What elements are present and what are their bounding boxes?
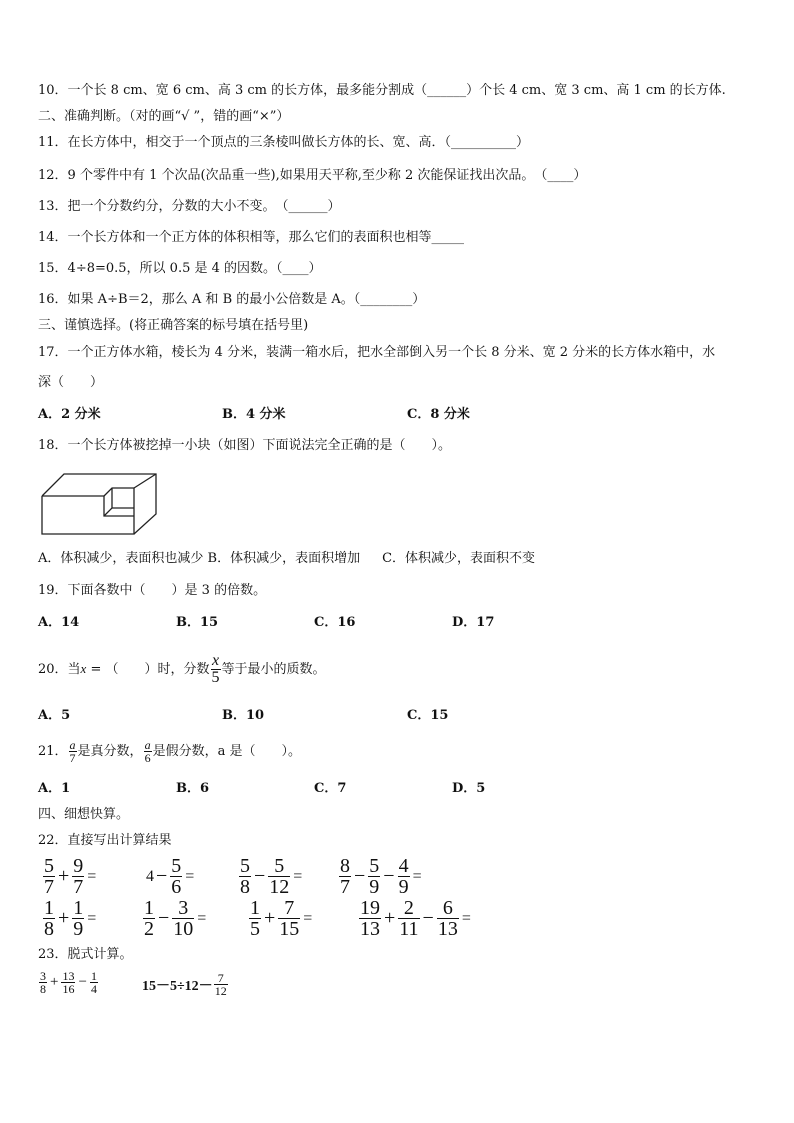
- question-17-line1: 17．一个正方体水箱，棱长为 4 分米，装满一箱水后，把水全部倒入另一个长 8 分米、宽 2 分米的长方体水箱中，水: [38, 345, 716, 360]
- q19-option-d: D．17: [452, 615, 495, 630]
- question-16: 16．如果 A÷B＝2，那么 A 和 B 的最小公倍数是 A。（________）: [38, 292, 426, 307]
- question-11: 11．在长方体中，相交于一个顶点的三条棱叫做长方体的长、宽、高．（__________）: [38, 135, 530, 150]
- question-21: 21． $\frac{a}{7}$ 是真分数， $\frac{a}{6}$ 是假分数，a 是（ ）。: [38, 738, 301, 765]
- fraction-a-over-6: $\frac{a}{6}$: [144, 738, 151, 765]
- question-22: 22．直接写出计算结果: [38, 833, 172, 848]
- q18-option-a: A．体积减少，表面积也减少: [38, 551, 204, 566]
- question-23: 23．脱式计算。: [38, 947, 133, 962]
- q22-expr-8: $\frac{19}{13}$ + $\frac{2}{11}$ − $\frac{6}{13}$ =: [360, 897, 471, 940]
- q18-option-b: B．体积减少，表面积增加: [207, 551, 361, 566]
- question-17-line2: 深（ ）: [38, 375, 104, 390]
- question-15: 15．4÷8=0.5，所以 0.5 是 4 的因数。（____）: [38, 261, 322, 276]
- q18-options: [38, 550, 535, 568]
- q20-option-a: A．5: [38, 708, 71, 723]
- q21-option-b: B．6: [176, 781, 210, 796]
- section-2-heading: 二、准确判断。（对的画“√ ”，错的画“×”）: [38, 109, 290, 124]
- question-20: 20．当x = （ ）时，分数 $\frac{x}{5}$ 等于最小的质数。: [38, 652, 326, 686]
- q23-expr-1: $\frac{3}{8}$ + $\frac{13}{16}$ − $\frac{1}{4}$: [40, 969, 97, 996]
- q19-option-b: B．15: [176, 615, 219, 630]
- q22-expr-1: $\frac{5}{7}$ + $\frac{9}{7}$ =: [44, 855, 97, 898]
- q17-option-b: B．4 分米: [222, 407, 286, 422]
- q21-option-c: C．7: [314, 781, 347, 796]
- q22-expr-7: $\frac{1}{5}$ + $\frac{7}{15}$ =: [250, 897, 313, 940]
- q19-option-c: C．16: [314, 615, 356, 630]
- q22-expr-6: $\frac{1}{2}$ − $\frac{3}{10}$ =: [144, 897, 207, 940]
- q17-option-a: A．2 分米: [38, 407, 101, 422]
- question-12: 12．9 个零件中有 1 个次品(次品重一些),如果用天平称,至少称 2 次能保证找出次品。 （____）: [38, 168, 587, 183]
- q22-expr-2: 4 − $\frac{5}{6}$ =: [146, 855, 195, 898]
- fraction-x-over-5: $\frac{x}{5}$: [211, 652, 220, 686]
- variable-x: x: [80, 661, 87, 676]
- q21-option-d: D．5: [452, 781, 486, 796]
- q22-expr-3: $\frac{5}{8}$ − $\frac{5}{12}$ =: [240, 855, 303, 898]
- question-14: 14．一个长方体和一个正方体的体积相等，那么它们的表面积也相等_____: [38, 230, 465, 245]
- q17-option-c: C．8 分米: [407, 407, 470, 422]
- q20-option-c: C．15: [407, 708, 449, 723]
- fraction-a-over-7: $\frac{a}{7}$: [69, 738, 76, 765]
- q21-option-a: A．1: [38, 781, 71, 796]
- q22-expr-5: $\frac{1}{8}$ + $\frac{1}{9}$ =: [44, 897, 97, 940]
- section-3-heading: 三、谨慎选择。(将正确答案的标号填在括号里): [38, 318, 309, 333]
- cuboid-with-notch-figure: [38, 466, 160, 538]
- question-10: 10．一个长 8 cm、宽 6 cm、高 3 cm 的长方体，最多能分割成（______）个长 4 cm、宽 3 cm、高 1 cm 的长方体.: [38, 83, 726, 98]
- question-18: 18．一个长方体被挖掉一小块（如图）下面说法完全正确的是（ ）。: [38, 438, 452, 453]
- question-13: 13．把一个分数约分，分数的大小不变。 （______）: [38, 199, 341, 214]
- question-19: 19．下面各数中（ ）是 3 的倍数。: [38, 583, 267, 598]
- q23-expr-2: 15－5÷12－ $\frac{7}{12}$: [142, 971, 227, 998]
- q19-option-a: A．14: [38, 615, 80, 630]
- q22-expr-4: $\frac{8}{7}$ − $\frac{5}{9}$ − $\frac{4}{9}$ =: [340, 855, 422, 898]
- q18-option-c: C．体积减少，表面积不变: [382, 551, 536, 566]
- q20-option-b: B．10: [222, 708, 265, 723]
- section-4-heading: 四、细想快算。: [38, 807, 130, 822]
